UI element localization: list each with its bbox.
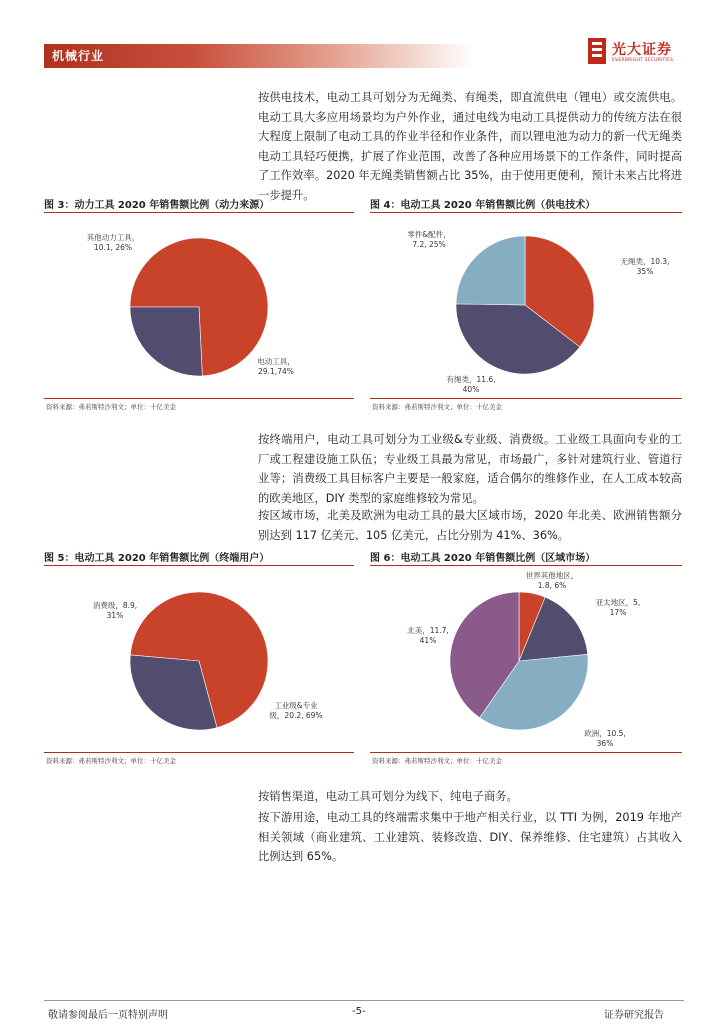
brand-logo <box>588 38 688 70</box>
footer-doc-type: 证券研究报告 <box>604 1010 664 1021</box>
section-title: 机械行业 <box>52 49 105 63</box>
paragraph-downstream: 按下游用途，电动工具的终端需求集中于地产相关行业，以 TTI 为例，2019 年地产相关领域（商业建筑、工业建筑、装修改造、DIY、保养维修、住宅建筑）占其收入比例达到 65%。 <box>258 811 682 864</box>
pie-slice-label: 世界其他地区， 1.8, 6% <box>525 571 579 590</box>
header-bar <box>44 44 474 68</box>
figure-3-title: 图 3：动力工具 2020 年销售额比例（动力来源） <box>44 200 270 211</box>
pie-slice-label: 消费级，8.9, 31% <box>92 601 138 620</box>
figure-6-source: 资料来源：弗若斯特沙利文；单位：十亿美金 <box>372 757 502 765</box>
figure-5-top-rule <box>44 565 354 566</box>
footer-disclaimer: 敬请参阅最后一页特别声明 <box>48 1010 168 1021</box>
footer-rule <box>44 1000 684 1001</box>
figure-4-top-rule <box>370 212 682 213</box>
pie-slice-label: 有绳类，11.6, 40% <box>446 375 496 394</box>
pie-slice-label: 电动工具， 29.1,74% <box>257 357 295 376</box>
pie-slice-label: 无绳类，10.3, 35% <box>620 257 670 276</box>
paragraph-power-supply: 按供电技术，电动工具可划分为无绳类、有绳类，即直流供电（锂电）或交流供电。电动工具大多应用场景均为户外作业，通过电线为电动工具提供动力的传统方法在很大程度上限制了电动工具的作业半径和作业条件，而以锂电池为动力的新一代无绳类电动工具轻巧便携，扩展了作业范围，改善了各种应用场景下的工作条件，同时提高了工作效率。2020 年无绳类销售额占比 35%，由于使用更便利，预计未来占比将进一步提升。 <box>258 91 682 202</box>
brand-logo-mark-icon <box>588 38 606 64</box>
figure-4-pie-chart <box>370 214 682 398</box>
brand-name: 光大证券 <box>612 42 672 58</box>
paragraph-end-user: 按终端用户，电动工具可划分为工业级&专业级、消费级。工业级工具面向专业的工厂或工程建设施工队伍；专业级工具最为常见，市场最广，多针对建筑行业、管道行业等；消费级工具目标客户主要是一般家庭，适合偶尔的维修作业，在人工成本较高的欧美地区，DIY 类型的家庭维修较为常见。 <box>258 433 682 505</box>
pie-slice <box>456 236 525 305</box>
figure-6-title: 图 6：电动工具 2020 年销售额比例（区域市场） <box>370 553 596 564</box>
page-number: -5- <box>352 1006 366 1017</box>
figure-5-bottom-rule <box>44 752 354 753</box>
figure-4-bottom-rule <box>370 398 682 399</box>
pie-slice-label: 北美，11.7, 41% <box>407 626 449 645</box>
figure-3-source: 资料来源：弗若斯特沙利文；单位：十亿美金 <box>46 403 176 411</box>
figure-5-title: 图 5：电动工具 2020 年销售额比例（终端用户） <box>44 553 270 564</box>
paragraph-region: 按区域市场，北美及欧洲为电动工具的最大区域市场，2020 年北美、欧洲销售额分别达到 117 亿美元、105 亿美元，占比分别为 41%、36%。 <box>258 509 682 542</box>
pie-slice-label: 其他动力工具， 10.1, 26% <box>86 233 140 252</box>
figure-6-pie-chart <box>370 567 682 751</box>
pie-slice <box>130 307 202 376</box>
figure-3-bottom-rule <box>44 398 354 399</box>
figure-5-pie-chart <box>44 567 354 751</box>
pie-slice-label: 零件&配件， 7.2, 25% <box>407 230 451 249</box>
pie-slice-label: 亚太地区，5, 17% <box>595 598 641 617</box>
figure-3-pie-chart <box>44 214 354 398</box>
paragraph-sales-channel: 按销售渠道，电动工具可划分为线下、纯电子商务。 <box>258 790 518 803</box>
figure-4-title: 图 4：电动工具 2020 年销售额比例（供电技术） <box>370 200 596 211</box>
brand-name-en: EVERBRIGHT SECURITIES <box>612 58 674 63</box>
figure-4-source: 资料来源：弗若斯特沙利文；单位：十亿美金 <box>372 403 502 411</box>
figure-6-top-rule <box>370 565 682 566</box>
figure-3-top-rule <box>44 212 354 213</box>
pie-slice-label: 欧洲，10.5, 36% <box>584 729 626 748</box>
pie-slice-label: 工业级&专业级，20.2, 69% <box>269 701 323 720</box>
figure-5-source: 资料来源：弗若斯特沙利文；单位：十亿美金 <box>46 757 176 765</box>
figure-6-bottom-rule <box>370 752 682 753</box>
